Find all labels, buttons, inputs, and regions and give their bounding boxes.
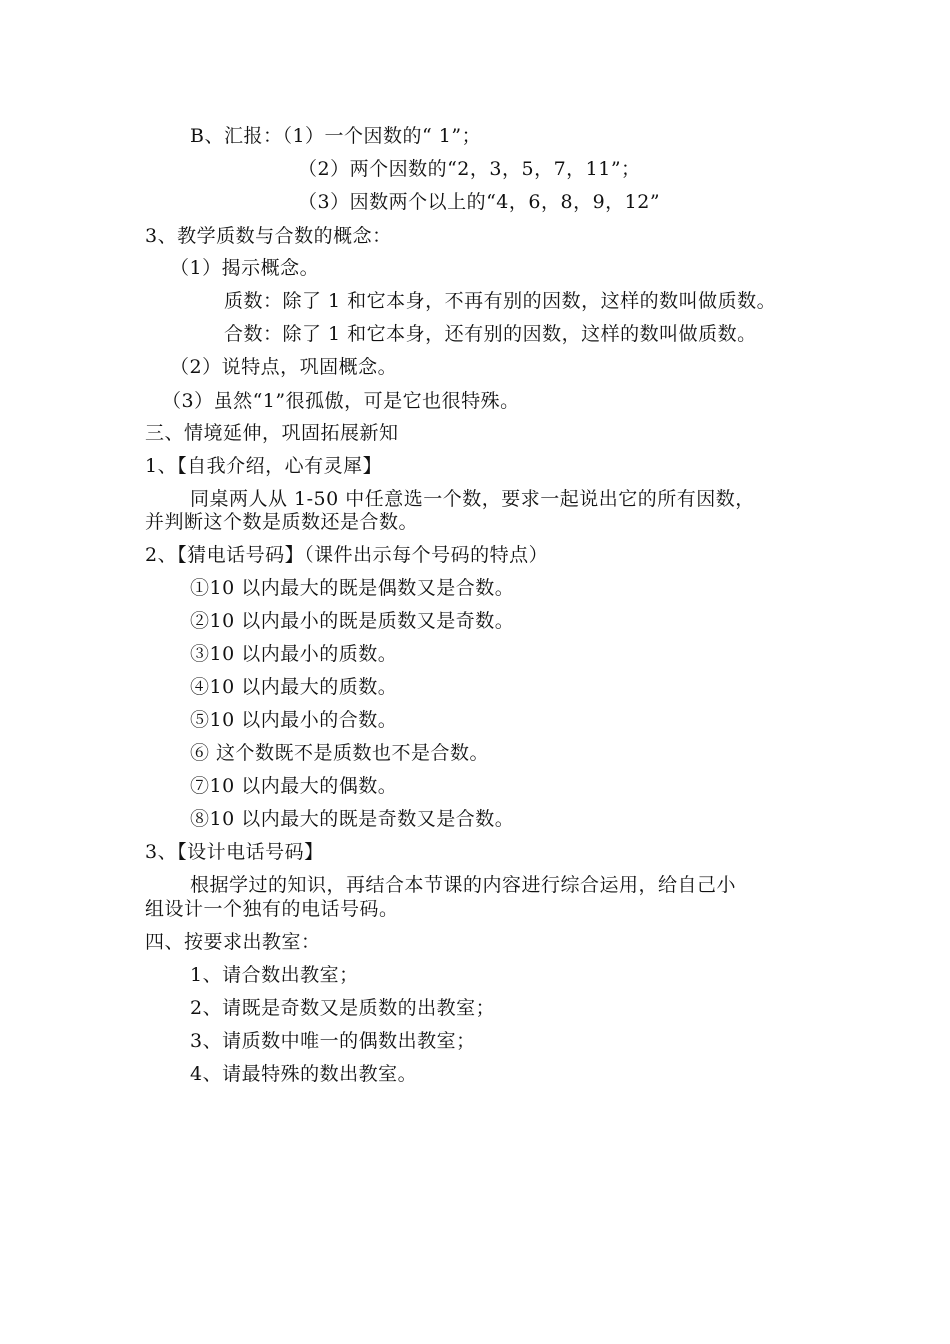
list-item: 1、请合数出教室； [190,964,359,986]
definition-composite: 合数：除了 1 和它本身，还有别的因数，这样的数叫做质数。 [224,323,757,345]
paragraph-line: 并判断这个数是质数还是合数。 [145,511,419,533]
paragraph-line: 根据学过的知识，再结合本节课的内容进行综合运用，给自己小 [190,874,737,896]
list-item: ⑦10 以内最大的偶数。 [190,775,398,797]
list-item: ③10 以内最小的质数。 [190,643,398,665]
list-item: 3、请质数中唯一的偶数出教室； [190,1030,476,1052]
list-item: ②10 以内最小的既是质数又是奇数。 [190,610,515,632]
activity-heading: 2、【猜电话号码】（课件出示每个号码的特点） [145,544,549,566]
list-item: ①10 以内最大的既是偶数又是合数。 [190,577,515,599]
list-item: ⑤10 以内最小的合数。 [190,709,398,731]
report-line-3: （3）因数两个以上的“4，6，8，9，12” [298,191,661,213]
list-item: ⑧10 以内最大的既是奇数又是合数。 [190,808,515,830]
paragraph-line: 组设计一个独有的电话号码。 [145,898,399,920]
list-item: 2、请既是奇数又是质数的出教室； [190,997,496,1019]
definition-prime: 质数：除了 1 和它本身，不再有别的因数，这样的数叫做质数。 [224,290,777,312]
report-line-2: （2）两个因数的“2，3，5，7，11”； [298,158,641,180]
paragraph-line: 同桌两人从 1-50 中任意选一个数，要求一起说出它的所有因数， [190,488,755,510]
list-item: ④10 以内最大的质数。 [190,676,398,698]
subsection-heading: （2）说特点，巩固概念。 [170,356,398,378]
section-heading: 三、情境延伸，巩固拓展新知 [145,422,399,444]
list-item: ⑥ 这个数既不是质数也不是合数。 [190,742,490,764]
subsection-heading: （1）揭示概念。 [170,257,320,279]
section-heading: 3、教学质数与合数的概念： [145,225,392,247]
section-heading: 四、按要求出教室： [145,931,321,953]
subsection-heading: （3）虽然“1”很孤傲，可是它也很特殊。 [162,390,520,412]
report-line-1: B、汇报：（1）一个因数的“ 1”； [190,125,482,147]
list-item: 4、请最特殊的数出教室。 [190,1063,418,1085]
activity-heading: 3、【设计电话号码】 [145,841,324,863]
activity-heading: 1、【自我介绍，心有灵犀】 [145,455,383,477]
